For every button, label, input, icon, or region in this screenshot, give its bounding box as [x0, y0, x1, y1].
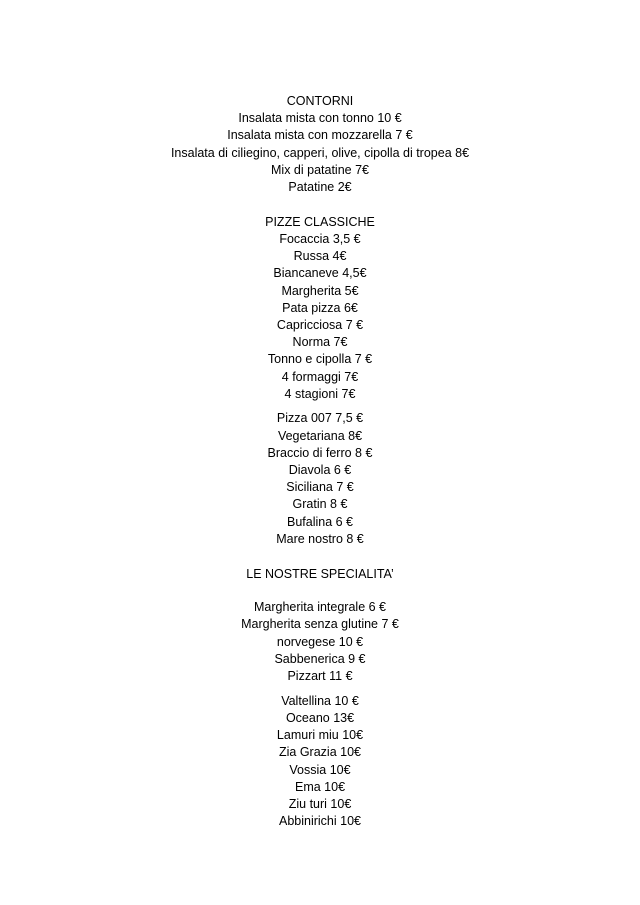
menu-item: Braccio di ferro 8 €: [267, 445, 373, 460]
section-spacer: [0, 196, 640, 214]
menu-item: Insalata mista con tonno 10 €: [238, 111, 402, 126]
menu-item: Capricciosa 7 €: [276, 317, 364, 332]
contorni-heading: CONTORNI: [286, 94, 354, 108]
menu-item: Abbinirichi 10€: [279, 814, 361, 829]
menu-item: Margherita 5€: [281, 283, 359, 298]
menu-item: Ema 10€: [294, 779, 346, 794]
menu-item: Vossia 10€: [289, 762, 351, 777]
menu-item: Tonno e cipolla 7 €: [267, 352, 373, 367]
menu-item: Oceano 13€: [285, 711, 355, 725]
menu-item: 4 formaggi 7€: [281, 369, 359, 384]
menu-item: Gratin 8 €: [292, 497, 348, 512]
menu-item: Sabbenerica 9 €: [274, 651, 366, 666]
menu-item: Valtellina 10 €: [281, 693, 359, 708]
pizze-classiche-section: [0, 214, 640, 548]
menu-item: Mare nostro 8 €: [276, 531, 364, 546]
menu-item: Siciliana 7 €: [286, 480, 354, 495]
menu-item: Patatine 2€: [288, 180, 352, 195]
menu-item: Margherita senza glutine 7 €: [241, 617, 399, 632]
menu-item: Focaccia 3,5 €: [279, 231, 361, 246]
menu-document: [0, 93, 640, 830]
menu-item: Zia Grazia 10€: [279, 745, 361, 760]
menu-item: Insalata di ciliegino, capperi, olive, cipolla di tropea 8€: [170, 145, 470, 160]
menu-item: Ziu turi 10€: [288, 797, 352, 812]
group-spacer: [0, 403, 640, 411]
menu-item: Norma 7€: [292, 335, 348, 350]
menu-item: 4 stagioni 7€: [284, 386, 356, 401]
pizze-classiche-heading: PIZZE CLASSICHE: [265, 214, 375, 229]
menu-item: Margherita integrale 6 €: [253, 600, 387, 615]
menu-item: Pata pizza 6€: [282, 300, 358, 315]
menu-item: Diavola 6 €: [288, 463, 352, 478]
specialita-section: [0, 566, 640, 831]
menu-item: Insalata mista con mozzarella 7 €: [227, 128, 413, 143]
section-spacer: [0, 548, 640, 566]
menu-item: norvegese 10 €: [276, 634, 364, 649]
menu-item: Pizzart 11 €: [287, 669, 353, 684]
menu-item: Lamuri miu 10€: [276, 728, 364, 743]
contorni-section: [0, 93, 640, 196]
menu-item: Russa 4€: [293, 249, 347, 264]
menu-item: Vegetariana 8€: [277, 428, 363, 443]
menu-item: Bufalina 6 €: [286, 514, 354, 529]
menu-item: Pizza 007 7,5 €: [276, 411, 364, 426]
group-spacer: [0, 685, 640, 693]
menu-item: Mix di patatine 7€: [271, 162, 369, 177]
specialita-heading: LE NOSTRE SPECIALITA’: [246, 566, 394, 581]
heading-spacer: [0, 583, 640, 600]
menu-item: Biancaneve 4,5€: [273, 266, 367, 281]
